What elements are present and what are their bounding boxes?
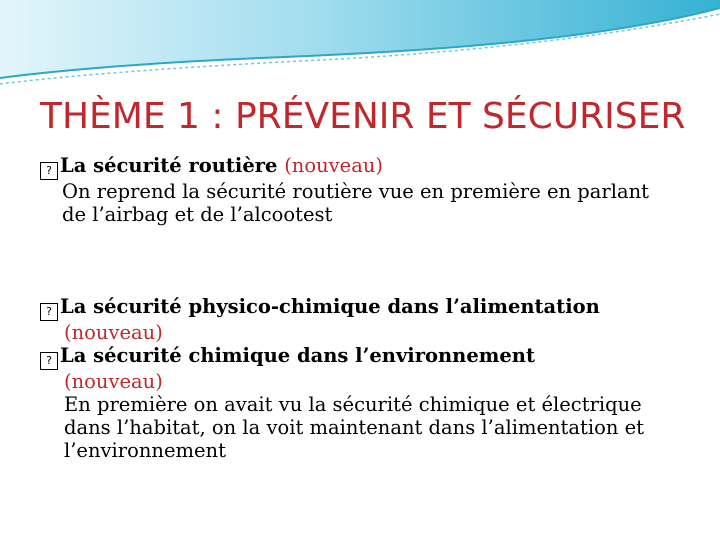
list-item: [40, 295, 700, 321]
item-body-line: On reprend la sécurité routière vue en première en parlant: [62, 180, 649, 203]
item-body-line: dans l’habitat, on la voit maintenant dans l’alimentation et: [64, 416, 644, 439]
item-body-line: de l’airbag et de l’alcootest: [62, 203, 333, 226]
item-body-line: l’environnement: [64, 439, 226, 462]
new-tag: (nouveau): [284, 154, 384, 177]
list-item: [40, 344, 700, 370]
item-heading: La sécurité chimique dans l’environnement: [60, 344, 535, 367]
item-heading: La sécurité physico-chimique dans l’alimentation: [60, 295, 600, 318]
item-body-line: En première on avait vu la sécurité chimique et électrique: [64, 393, 642, 416]
slide-body: [40, 154, 700, 462]
bullet-box-icon: ?: [40, 352, 58, 370]
bullet-box-icon: ?: [40, 162, 58, 180]
list-item: [40, 154, 700, 180]
bullet-box-icon: ?: [40, 303, 58, 321]
item-heading: La sécurité routière: [60, 154, 285, 177]
slide-title: THÈME 1 : PRÉVENIR ET SÉCURISER: [40, 96, 686, 137]
header-wave-decoration: [0, 0, 720, 90]
new-tag: (nouveau): [64, 321, 163, 344]
new-tag: (nouveau): [64, 370, 163, 393]
